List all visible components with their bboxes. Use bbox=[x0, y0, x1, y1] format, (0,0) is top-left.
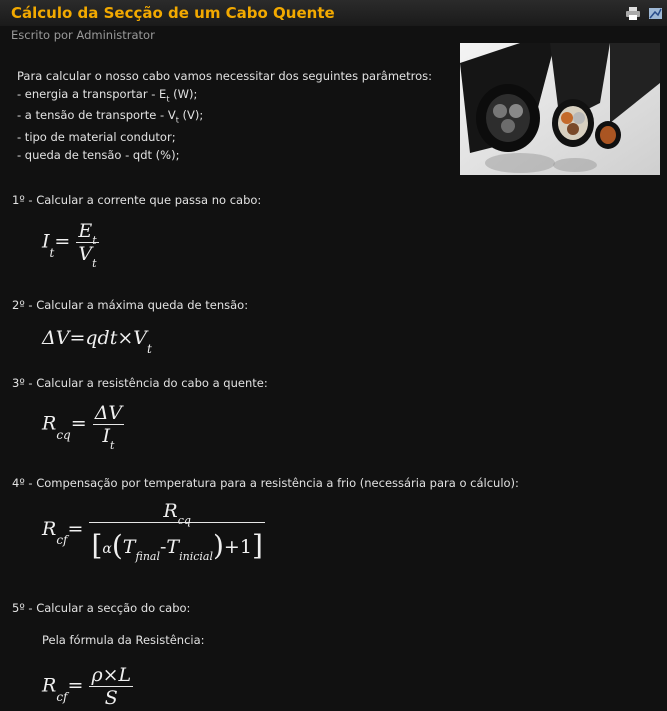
params-intro: Para calcular o nosso cabo vamos necessitar dos seguintes parâmetros: bbox=[17, 69, 433, 83]
step-3: 3º - Calcular a resistência do cabo a quente: bbox=[12, 376, 268, 390]
step-2: 2º - Calcular a máxima queda de tensão: bbox=[12, 298, 249, 312]
param-item: - queda de tensão - qdt (%); bbox=[17, 147, 180, 162]
article-title[interactable]: Cálculo da Secção de um Cabo Quente bbox=[11, 4, 335, 22]
article-author: Escrito por Administrator bbox=[11, 28, 155, 42]
parameter-list bbox=[17, 68, 432, 164]
param-item: - energia a transportar - $E_t$ (W); bbox=[17, 86, 198, 103]
step-1: 1º - Calcular a corrente que passa no cabo: bbox=[12, 193, 262, 207]
print-icon[interactable] bbox=[626, 7, 640, 20]
article-header bbox=[0, 0, 667, 26]
resistance-note: Pela fórmula da Resistência: bbox=[42, 633, 205, 647]
formula-current: $I_t=$ $\frac{E_t}{V_t}$ bbox=[42, 220, 97, 270]
article-tools bbox=[620, 7, 664, 23]
formula-cold-resistance: $R_{cf}=$ $\frac{R_{cq}}{[\alpha(T_{final}-T_{inicial})+1]}$ bbox=[42, 500, 263, 563]
formula-voltage-drop: $\Delta V=qdt\times V_t$ bbox=[42, 327, 152, 356]
formula-section: $R_{cf}=$ $\frac{\rho\times L}{S}$ bbox=[42, 664, 132, 709]
param-item: - a tensão de transporte - $V_t$ (V); bbox=[17, 108, 204, 125]
param-item: - tipo de material condutor; bbox=[17, 130, 176, 145]
cable-photo bbox=[460, 43, 660, 175]
email-icon[interactable] bbox=[649, 7, 663, 20]
formula-hot-resistance: $R_{cq}=$ $\frac{\Delta V}{I_t}$ bbox=[42, 402, 123, 452]
step-4: 4º - Compensação por temperatura para a resistência a frio (necessária para o cálculo): bbox=[12, 476, 519, 490]
step-5: 5º - Calcular a secção do cabo: bbox=[12, 601, 191, 615]
